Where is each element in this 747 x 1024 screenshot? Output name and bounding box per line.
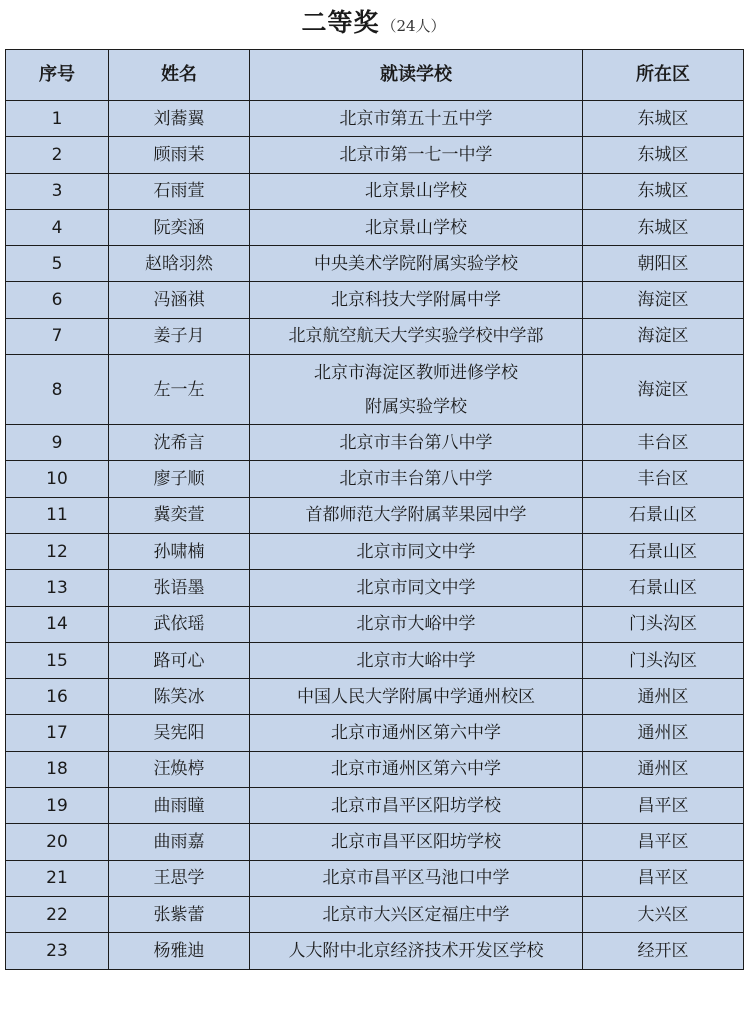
cell-seq: 7 <box>6 318 109 354</box>
table-row <box>6 246 744 282</box>
school-line: 北京市大峪中学 <box>356 650 476 671</box>
school-line: 北京市大兴区定福庄中学 <box>322 904 510 925</box>
cell-district: 经开区 <box>583 933 744 969</box>
cell-district: 东城区 <box>583 173 744 209</box>
cell-name: 姜子月 <box>109 318 250 354</box>
cell-seq: 10 <box>6 461 109 497</box>
table-row <box>6 606 744 642</box>
table-row <box>6 209 744 245</box>
cell-seq: 19 <box>6 788 109 824</box>
school-line: 北京市第五十五中学 <box>339 108 493 129</box>
header-seq: 序号 <box>6 50 109 101</box>
cell-seq: 15 <box>6 642 109 678</box>
school-line: 北京市大峪中学 <box>356 614 476 635</box>
cell-district: 海淀区 <box>583 355 744 425</box>
cell-name: 赵晗羽然 <box>109 246 250 282</box>
table-row <box>6 642 744 678</box>
cell-school <box>250 282 583 318</box>
school-line: 附属实验学校 <box>365 396 467 417</box>
table-row <box>6 933 744 969</box>
cell-school <box>250 788 583 824</box>
cell-name: 刘蕎翼 <box>109 101 250 137</box>
cell-name: 路可心 <box>109 642 250 678</box>
cell-school <box>250 824 583 860</box>
table-row <box>6 751 744 787</box>
cell-name: 王思学 <box>109 860 250 896</box>
cell-school <box>250 209 583 245</box>
cell-seq: 13 <box>6 570 109 606</box>
table-row <box>6 318 744 354</box>
table-row <box>6 173 744 209</box>
table-row <box>6 461 744 497</box>
cell-name: 武依瑶 <box>109 606 250 642</box>
cell-district: 东城区 <box>583 101 744 137</box>
cell-name: 顾雨茉 <box>109 137 250 173</box>
table-row <box>6 824 744 860</box>
cell-name: 阮奕涵 <box>109 209 250 245</box>
cell-district: 朝阳区 <box>583 246 744 282</box>
cell-name: 吴宪阳 <box>109 715 250 751</box>
cell-district: 丰台区 <box>583 425 744 461</box>
cell-seq: 5 <box>6 246 109 282</box>
cell-district: 通州区 <box>583 715 744 751</box>
school-line: 北京市海淀区教师进修学校 <box>314 362 518 383</box>
cell-seq: 23 <box>6 933 109 969</box>
cell-seq: 9 <box>6 425 109 461</box>
school-line: 北京市昌平区阳坊学校 <box>331 831 501 852</box>
school-line: 北京市通州区第六中学 <box>331 759 501 780</box>
cell-district: 丰台区 <box>583 461 744 497</box>
school-line: 北京市通州区第六中学 <box>331 723 501 744</box>
table-row <box>6 355 744 425</box>
school-line: 北京市同文中学 <box>356 577 476 598</box>
table-row <box>6 860 744 896</box>
cell-seq: 22 <box>6 896 109 932</box>
table-row <box>6 137 744 173</box>
cell-school <box>250 137 583 173</box>
cell-district: 石景山区 <box>583 533 744 569</box>
cell-seq: 17 <box>6 715 109 751</box>
page-title <box>0 0 747 46</box>
table-row <box>6 570 744 606</box>
cell-seq: 21 <box>6 860 109 896</box>
cell-district: 门头沟区 <box>583 642 744 678</box>
cell-seq: 3 <box>6 173 109 209</box>
cell-school <box>250 606 583 642</box>
school-line: 中国人民大学附属中学通州校区 <box>297 686 535 707</box>
cell-school <box>250 715 583 751</box>
school-line: 北京市同文中学 <box>356 541 476 562</box>
cell-school <box>250 246 583 282</box>
cell-school <box>250 533 583 569</box>
cell-district: 海淀区 <box>583 282 744 318</box>
cell-school <box>250 642 583 678</box>
header-district: 所在区 <box>583 50 744 101</box>
award-winners-table <box>5 49 744 970</box>
school-line: 北京科技大学附属中学 <box>331 290 501 311</box>
cell-district: 石景山区 <box>583 570 744 606</box>
cell-school <box>250 101 583 137</box>
table-row <box>6 282 744 318</box>
cell-district: 门头沟区 <box>583 606 744 642</box>
award-title: 二等奖 <box>301 8 380 37</box>
cell-seq: 16 <box>6 679 109 715</box>
cell-school <box>250 860 583 896</box>
table-row <box>6 425 744 461</box>
cell-district: 石景山区 <box>583 497 744 533</box>
table-row <box>6 101 744 137</box>
cell-seq: 12 <box>6 533 109 569</box>
award-count: （24人） <box>381 17 446 35</box>
cell-name: 曲雨嘉 <box>109 824 250 860</box>
cell-school <box>250 751 583 787</box>
cell-name: 左一左 <box>109 355 250 425</box>
header-row <box>6 50 744 101</box>
cell-district: 昌平区 <box>583 860 744 896</box>
table-row <box>6 497 744 533</box>
cell-name: 陈笑冰 <box>109 679 250 715</box>
table-body <box>6 101 744 970</box>
cell-school <box>250 355 583 425</box>
cell-school <box>250 896 583 932</box>
cell-school <box>250 461 583 497</box>
cell-name: 曲雨瞳 <box>109 788 250 824</box>
cell-name: 孙啸楠 <box>109 533 250 569</box>
school-line: 首都师范大学附属苹果园中学 <box>305 505 527 526</box>
school-line: 北京市第一七一中学 <box>339 144 493 165</box>
table-row <box>6 679 744 715</box>
cell-district: 大兴区 <box>583 896 744 932</box>
cell-seq: 1 <box>6 101 109 137</box>
cell-name: 杨雅迪 <box>109 933 250 969</box>
school-line: 中央美术学院附属实验学校 <box>314 253 518 274</box>
cell-name: 廖子顺 <box>109 461 250 497</box>
cell-seq: 18 <box>6 751 109 787</box>
cell-school <box>250 425 583 461</box>
table-row <box>6 896 744 932</box>
table-row <box>6 715 744 751</box>
cell-district: 通州区 <box>583 751 744 787</box>
cell-school <box>250 570 583 606</box>
cell-seq: 2 <box>6 137 109 173</box>
table-row <box>6 788 744 824</box>
school-line: 人大附中北京经济技术开发区学校 <box>288 940 544 961</box>
school-line: 北京航空航天大学实验学校中学部 <box>288 326 544 347</box>
cell-school <box>250 933 583 969</box>
cell-district: 东城区 <box>583 209 744 245</box>
cell-district: 昌平区 <box>583 824 744 860</box>
cell-name: 石雨萱 <box>109 173 250 209</box>
cell-school <box>250 173 583 209</box>
school-line: 北京景山学校 <box>365 217 467 238</box>
cell-seq: 11 <box>6 497 109 533</box>
cell-seq: 14 <box>6 606 109 642</box>
cell-name: 冯涵祺 <box>109 282 250 318</box>
cell-name: 张紫蕾 <box>109 896 250 932</box>
cell-school <box>250 679 583 715</box>
cell-name: 汪焕楟 <box>109 751 250 787</box>
school-line: 北京市昌平区马池口中学 <box>322 868 510 889</box>
cell-seq: 8 <box>6 355 109 425</box>
school-line: 北京市丰台第八中学 <box>339 432 493 453</box>
header-name: 姓名 <box>109 50 250 101</box>
cell-name: 张语墨 <box>109 570 250 606</box>
cell-district: 昌平区 <box>583 788 744 824</box>
table-row <box>6 533 744 569</box>
school-line: 北京景山学校 <box>365 181 467 202</box>
cell-district: 通州区 <box>583 679 744 715</box>
cell-name: 冀奕萱 <box>109 497 250 533</box>
cell-seq: 6 <box>6 282 109 318</box>
cell-school <box>250 318 583 354</box>
school-line: 北京市丰台第八中学 <box>339 469 493 490</box>
school-line: 北京市昌平区阳坊学校 <box>331 795 501 816</box>
cell-district: 东城区 <box>583 137 744 173</box>
cell-school <box>250 497 583 533</box>
table-header <box>6 50 744 101</box>
cell-district: 海淀区 <box>583 318 744 354</box>
cell-seq: 4 <box>6 209 109 245</box>
cell-seq: 20 <box>6 824 109 860</box>
header-school: 就读学校 <box>250 50 583 101</box>
cell-name: 沈希言 <box>109 425 250 461</box>
